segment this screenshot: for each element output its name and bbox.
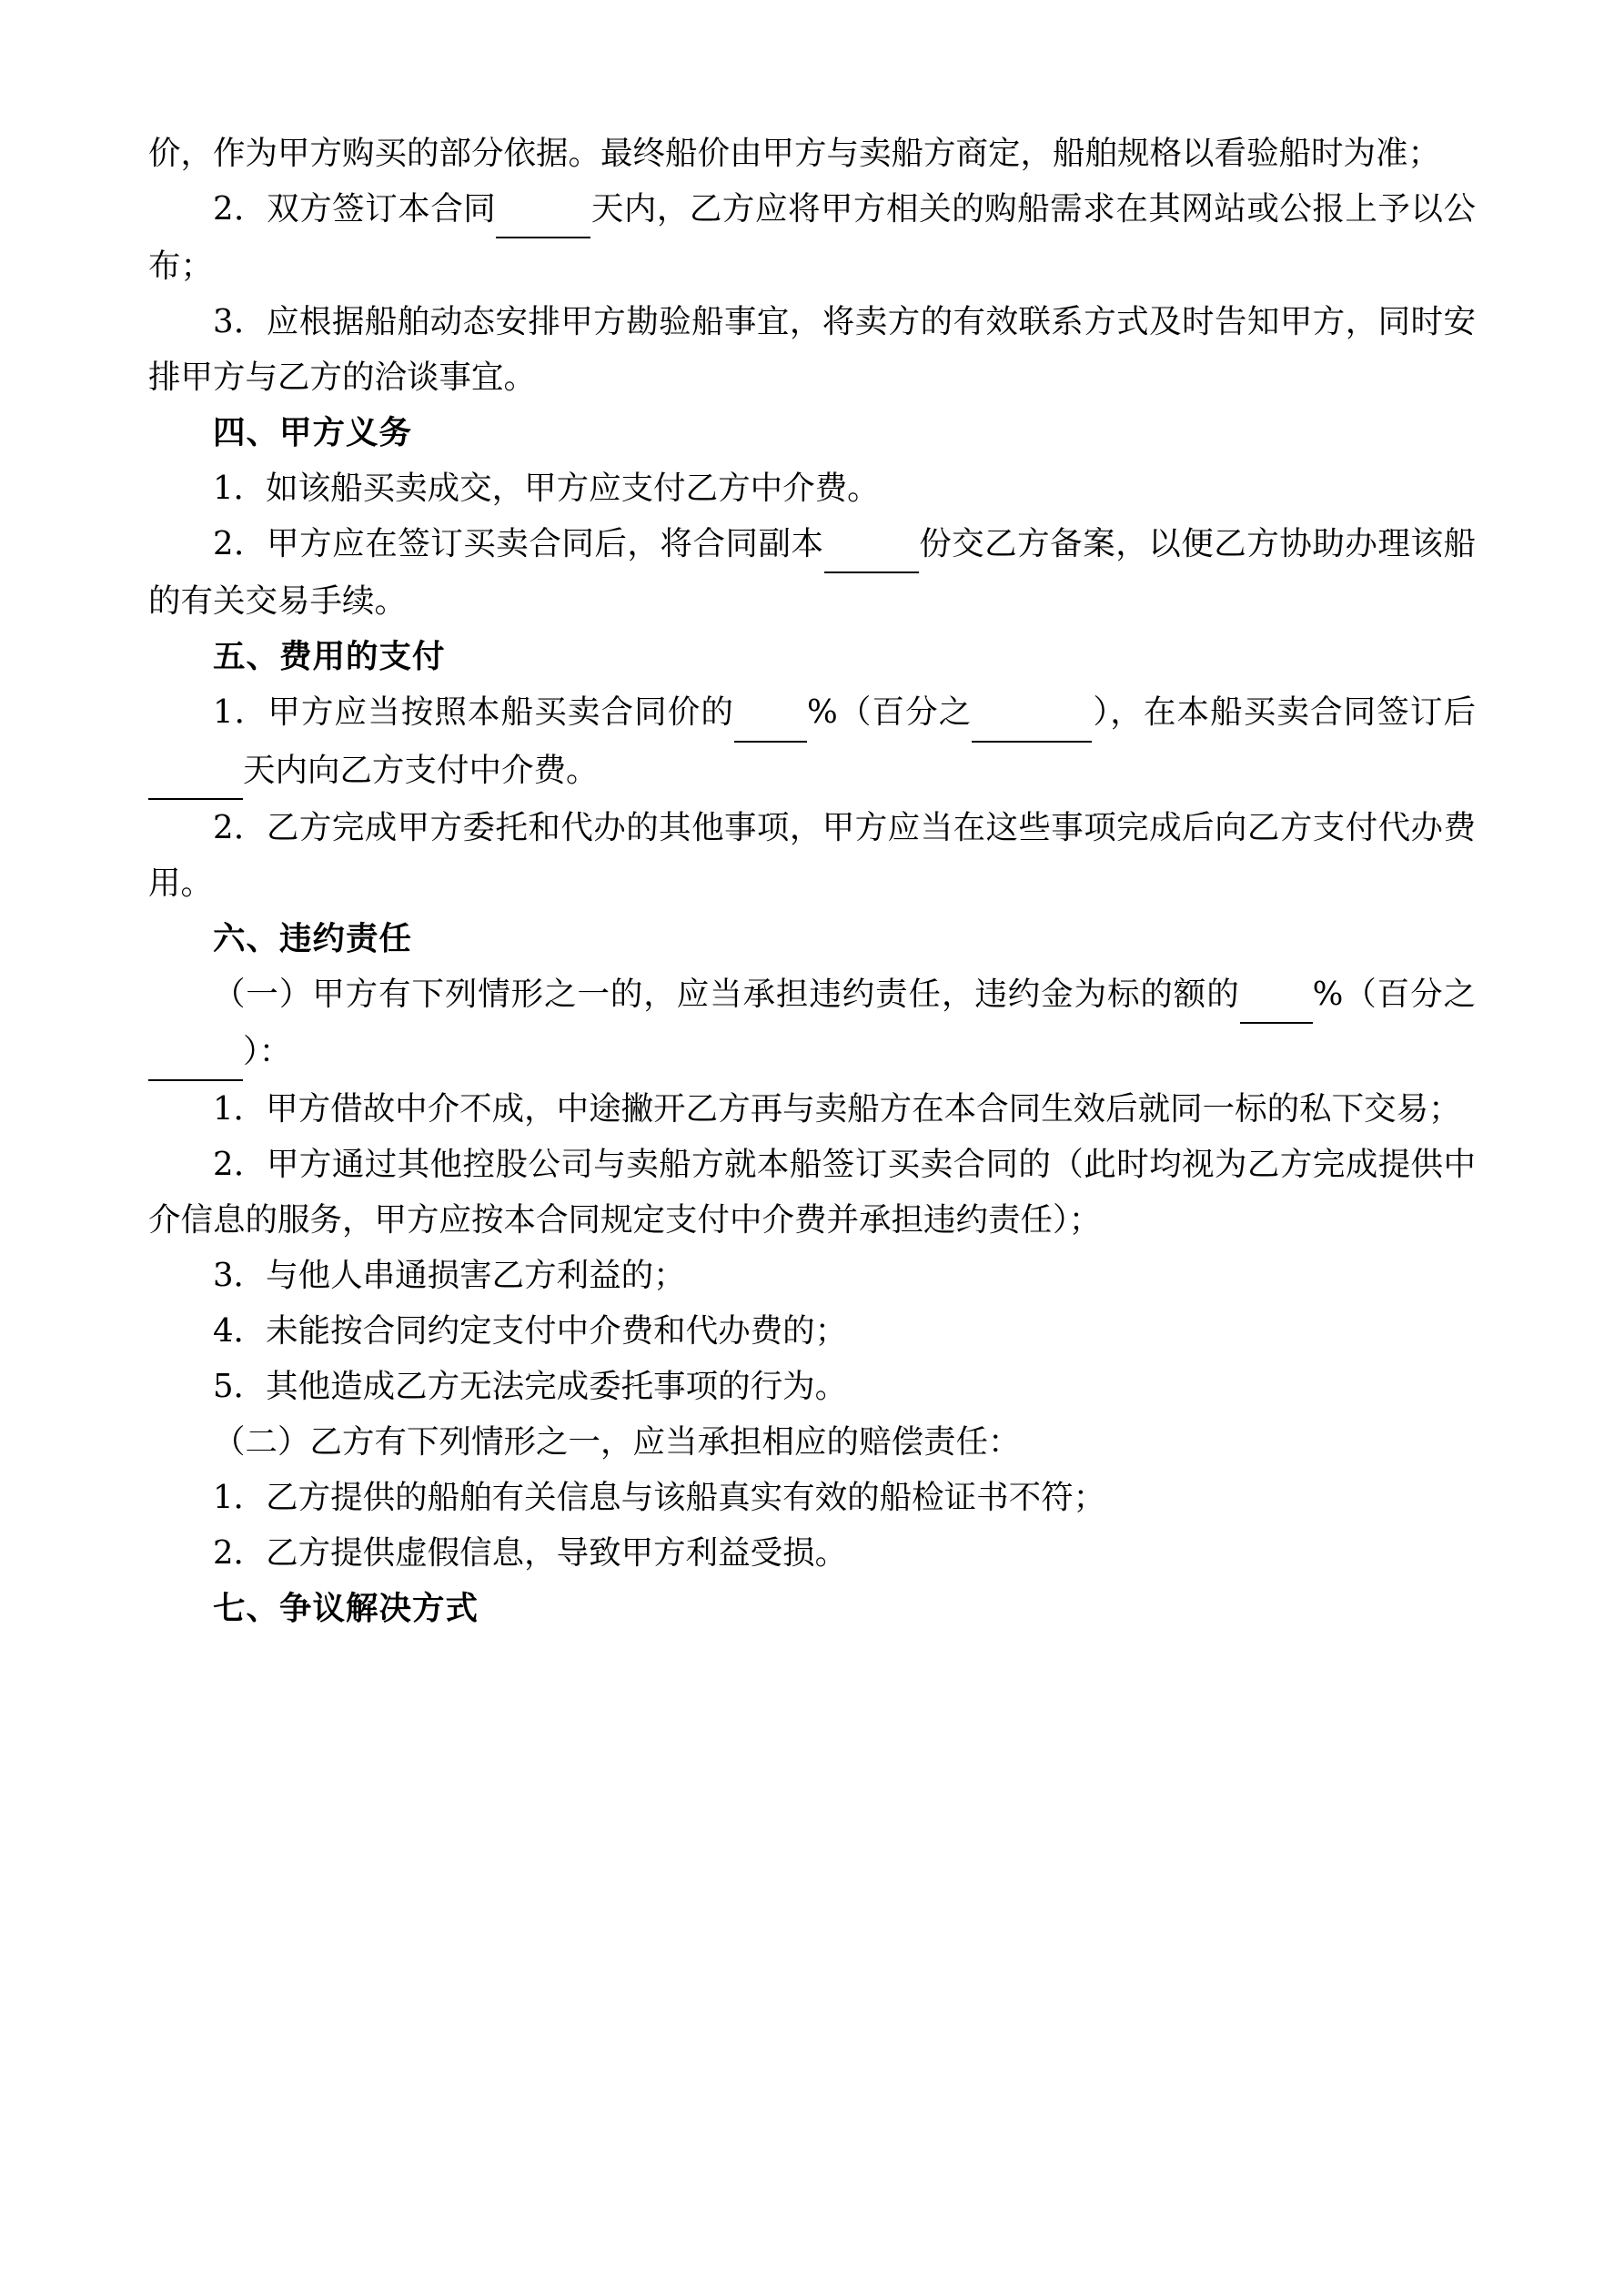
paragraph: （二）乙方有下列情形之一，应当承担相应的赔偿责任：: [213, 1423, 1021, 1462]
fill-in-blank[interactable]: [148, 743, 243, 800]
paragraph: 2．甲方通过其他控股公司与卖船方就本船签订买卖合同的（此时均视为乙方完成提供中介信息的服务，甲方应按本合同规定支付中介费并承担违约责任）；: [148, 1145, 1476, 1239]
fill-in-blank[interactable]: [496, 181, 590, 238]
paragraph: 1．乙方提供的船舶有关信息与该船真实有效的船检证书不符；: [213, 1479, 1106, 1517]
paragraph: 2．乙方提供虚假信息，导致甲方利益受损。: [213, 1534, 848, 1573]
section-heading: 五、费用的支付: [213, 638, 446, 676]
paragraph: （一）甲方有下列情形之一的，应当承担违约责任，违约金为标的额的 %（百分之 ）：: [148, 966, 1476, 1081]
paragraph: 5．其他造成乙方无法完成委托事项的行为。: [213, 1368, 848, 1406]
paragraph: 3．与他人串通损害乙方利益的；: [213, 1256, 686, 1294]
fill-in-blank[interactable]: [734, 684, 807, 742]
fill-in-blank[interactable]: [972, 684, 1092, 742]
section-heading: 七、争议解决方式: [213, 1590, 479, 1628]
document-body: [148, 126, 1476, 1636]
paragraph: 1．甲方应当按照本船买卖合同价的 %（百分之 ），在本船买卖合同签订后 天内向乙方支付中介费。: [148, 684, 1476, 799]
fill-in-blank[interactable]: [148, 1024, 243, 1081]
paragraph: 1．如该船买卖成交，甲方应支付乙方中介费。: [213, 470, 880, 508]
paragraph: 1．甲方借故中介不成，中途撇开乙方再与卖船方在本合同生效后就同一标的私下交易；: [213, 1089, 1461, 1128]
section-heading: 四、甲方义务: [213, 414, 413, 452]
paragraph: 价，作为甲方购买的部分依据。最终船价由甲方与卖船方商定，船舶规格以看验船时为准；: [148, 135, 1441, 172]
fill-in-blank[interactable]: [1240, 966, 1313, 1024]
paragraph: 2．甲方应在签订买卖合同后，将合同副本 份交乙方备案，以便乙方协助办理该船的有关交易手续。: [148, 516, 1476, 629]
section-heading: 六、违约责任: [213, 919, 413, 957]
paragraph: 3．应根据船舶动态安排甲方勘验船事宜，将卖方的有效联系方式及时告知甲方，同时安排甲方与乙方的洽谈事宜。: [148, 303, 1476, 397]
paragraph: 2．乙方完成甲方委托和代办的其他事项，甲方应当在这些事项完成后向乙方支付代办费用。: [148, 808, 1476, 902]
fill-in-blank[interactable]: [824, 516, 919, 573]
paragraph: 2．双方签订本合同 天内，乙方应将甲方相关的购船需求在其网站或公报上予以公布；: [148, 181, 1476, 294]
paragraph: 4．未能按合同约定支付中介费和代办费的；: [213, 1311, 848, 1350]
